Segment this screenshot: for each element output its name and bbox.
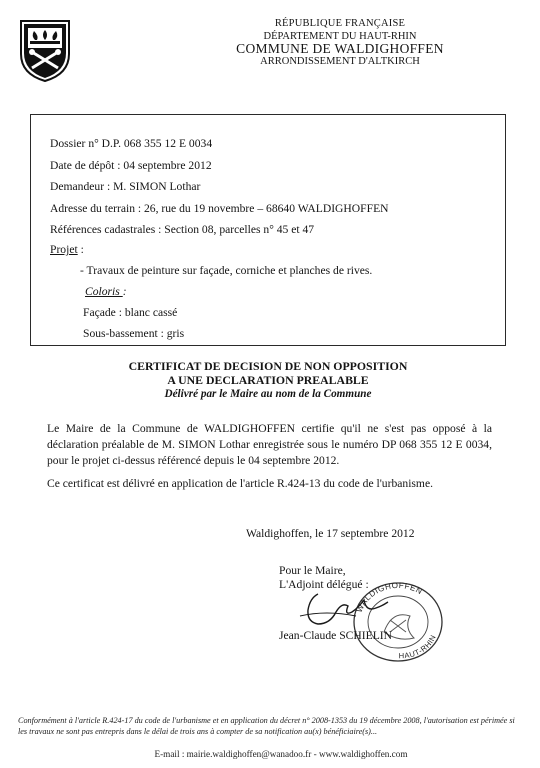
- dossier-number: Dossier n° D.P. 068 355 12 E 0034: [50, 137, 213, 150]
- basement-color: Sous-bassement : gris: [83, 327, 185, 340]
- colors-label: Coloris: [85, 285, 123, 298]
- stamp-bottom-text: HAUT-RHIN: [398, 633, 438, 661]
- deputy-label: L'Adjoint délégué :: [279, 578, 369, 591]
- for-mayor: Pour le Maire,: [279, 564, 346, 577]
- project-label: Projet: [50, 243, 78, 256]
- commune-line: COMMUNE DE WALDIGHOFFEN: [236, 41, 444, 56]
- commune-crest: [18, 18, 72, 84]
- stamp-top-text: WALDIGHOFFEN: [354, 580, 425, 614]
- certificate-subtitle: Délivré par le Maire au nom de la Commune: [164, 388, 372, 400]
- project-heading: [50, 243, 84, 256]
- project-works: - Travaux de peinture sur façade, corniche et planches de rives.: [80, 264, 373, 277]
- letterhead: [170, 18, 510, 68]
- project-colon: :: [77, 243, 84, 256]
- dossier-box: [30, 114, 506, 346]
- contact-line: E-mail : mairie.waldighoffen@wanadoo.fr - www.waldighoffen.com: [154, 749, 408, 759]
- certificate-title-line2: A UNE DECLARATION PREALABLE: [167, 373, 369, 387]
- facade-color: Façade : blanc cassé: [83, 306, 178, 319]
- deposit-date: Date de dépôt : 04 septembre 2012: [50, 159, 212, 172]
- colors-heading: [85, 285, 127, 298]
- certificate-body: Le Maire de la Commune de WALDIGHOFFEN certifie qu'il ne s'est pas opposé à la déclaration préalable de M. SIMON Lothar enregistrée sous le numéro DP 068 355 12 E 0034, pour le projet ci-dessus référencé depuis le 04 septembre 2012.: [47, 422, 492, 467]
- applicant: Demandeur : M. SIMON Lothar: [50, 180, 201, 193]
- colors-colon: :: [122, 285, 127, 298]
- arrondissement-line: ARRONDISSEMENT D'ALTKIRCH: [260, 55, 420, 67]
- department-line: DÉPARTEMENT DU HAUT-RHIN: [263, 30, 417, 42]
- land-address: Adresse du terrain : 26, rue du 19 novembre – 68640 WALDIGHOFFEN: [50, 202, 389, 215]
- cadastral-references: Références cadastrales : Section 08, parcelles n° 45 et 47: [50, 223, 315, 236]
- legal-basis: Ce certificat est délivré en application de l'article R.424-13 du code de l'urbanisme.: [47, 477, 433, 490]
- republic-line: RÉPUBLIQUE FRANÇAISE: [274, 18, 406, 29]
- certificate-title-line1: CERTIFICAT DE DECISION DE NON OPPOSITION: [128, 359, 408, 373]
- crest-shield-icon: [18, 18, 72, 84]
- legal-footnote: Conformément à l'article R.424-17 du code de l'urbanisme et en application du décret n° 2008-1353 du 19 décembre 2008, l'autorisation est périmée si les travaux ne sont pas entrepris dans le délai de trois ans à compter de sa notification au(x) bénéficiaire(s)...: [18, 716, 515, 736]
- signatory-name: Jean-Claude SCHIELIN: [279, 629, 393, 642]
- place-date: Waldighoffen, le 17 septembre 2012: [246, 527, 415, 540]
- svg-text:HAUT-RHIN: [399, 633, 438, 660]
